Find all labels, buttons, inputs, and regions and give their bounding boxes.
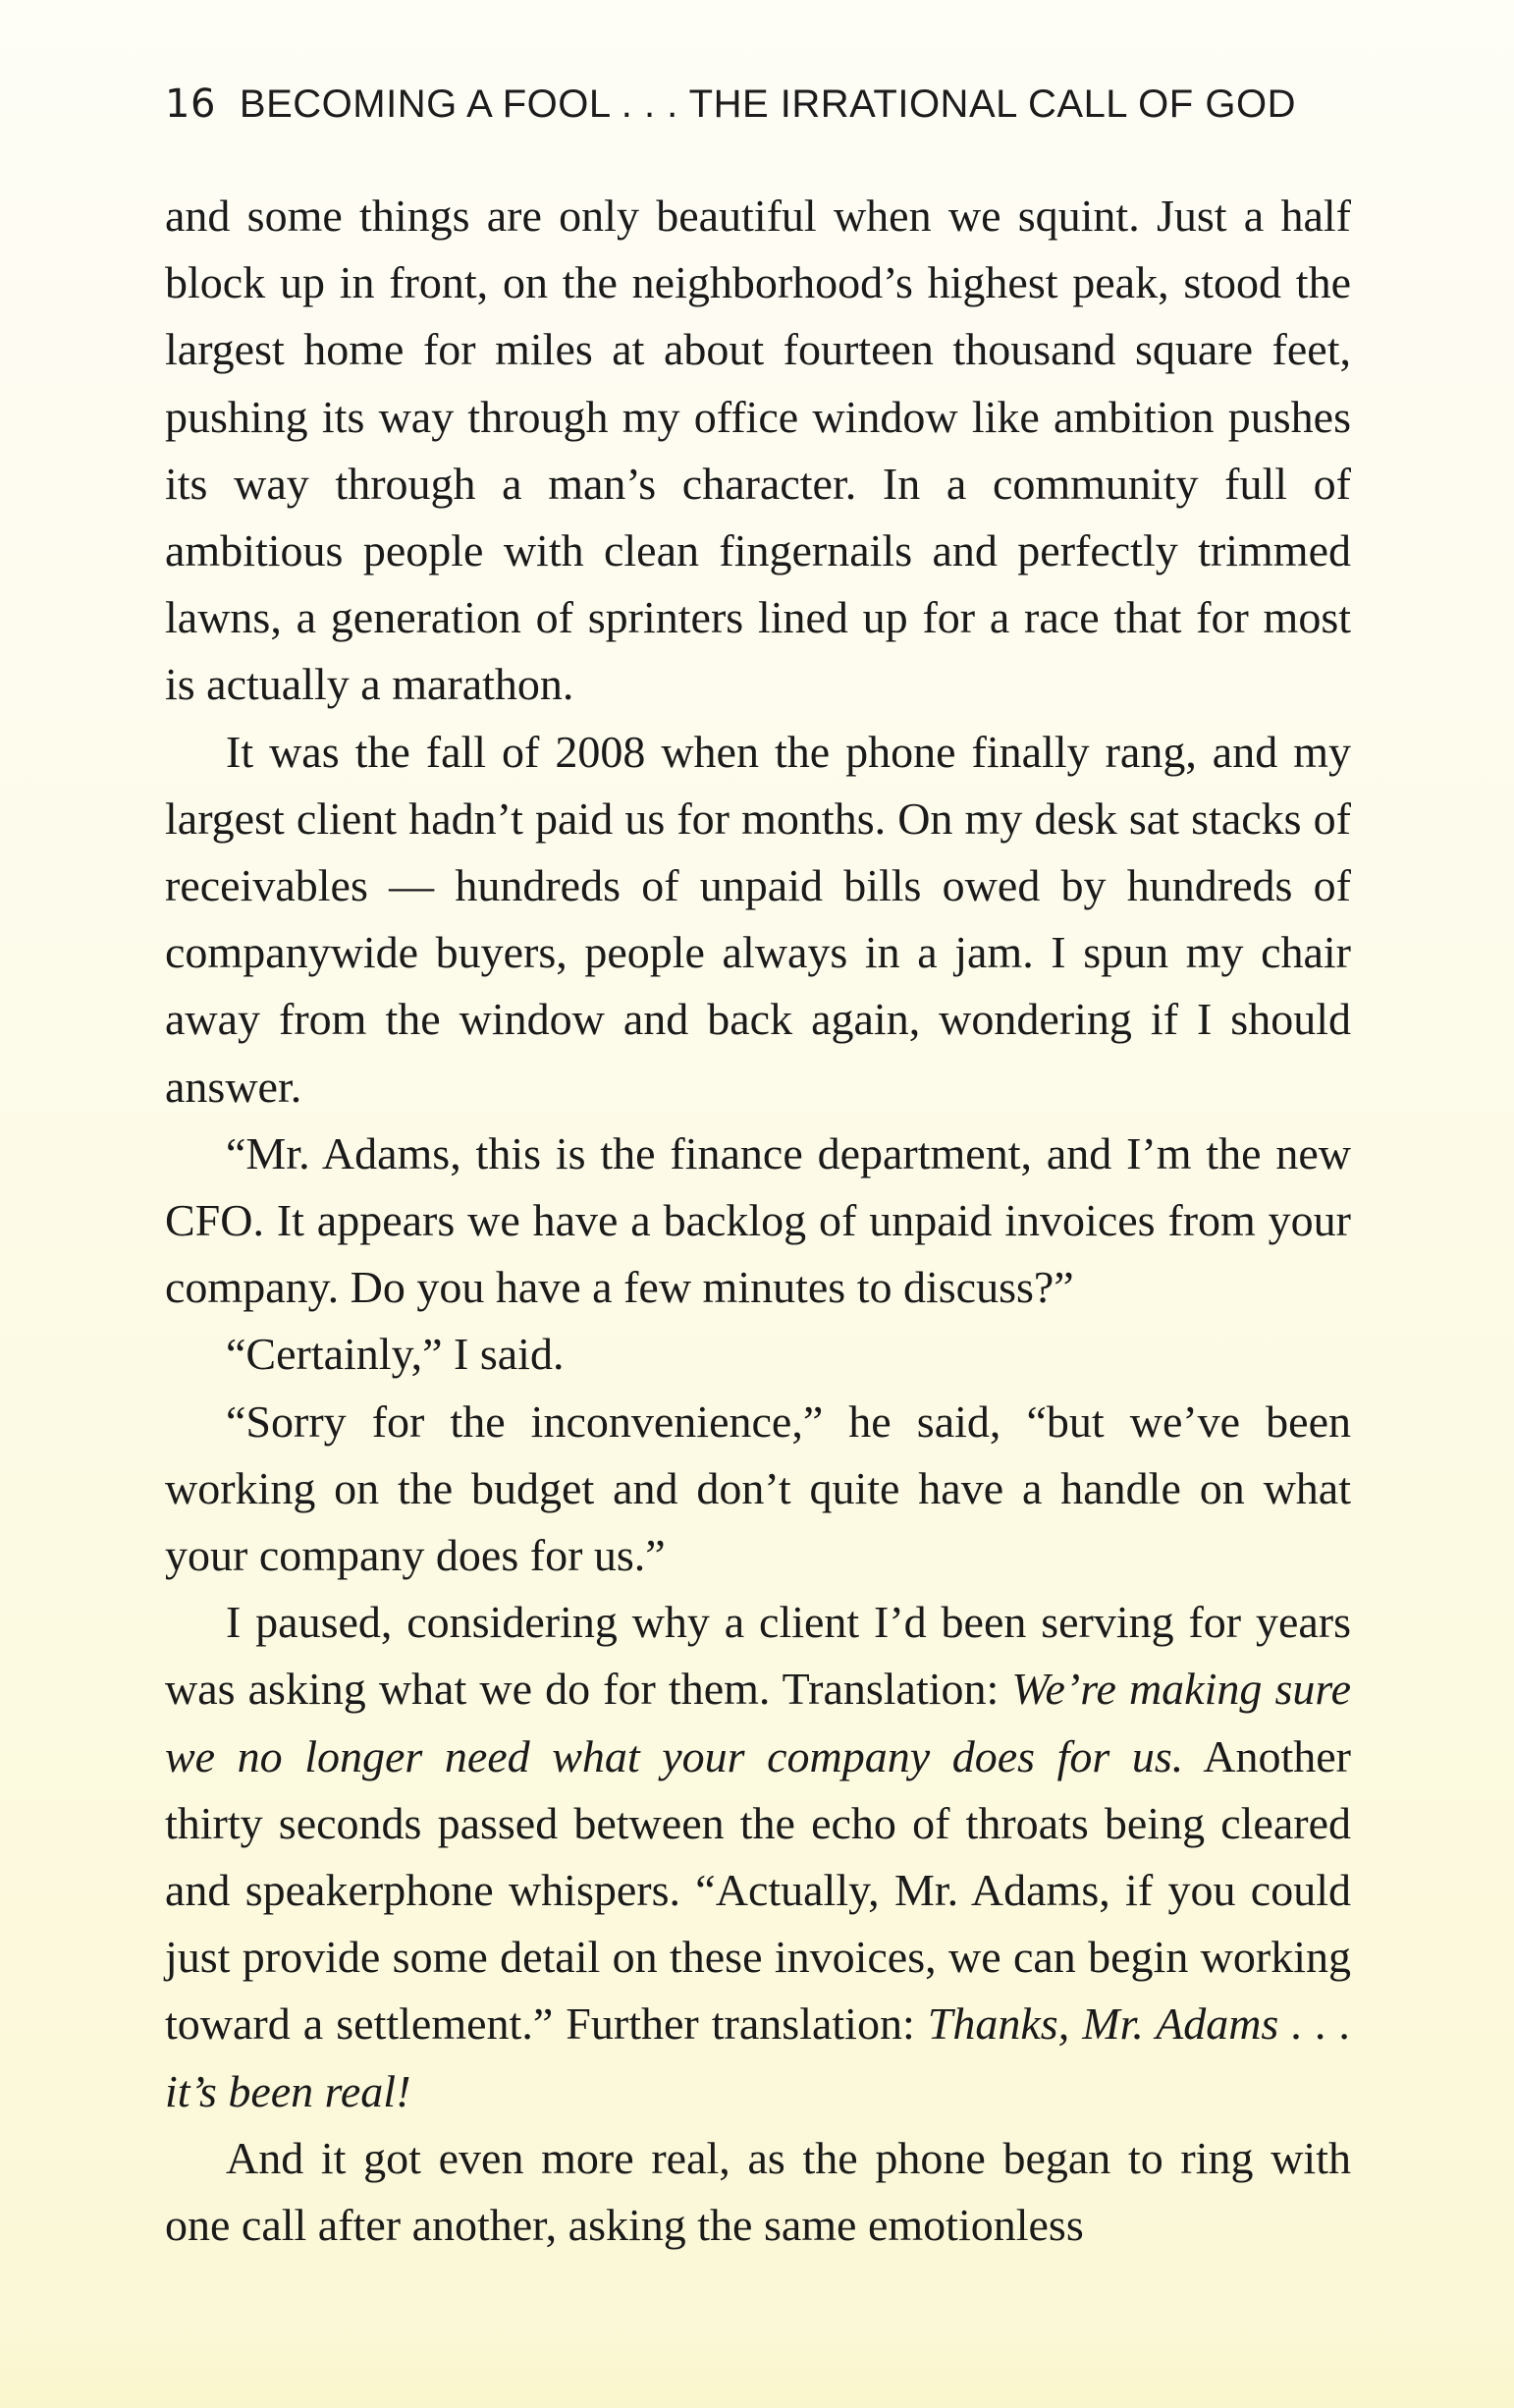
page-number: 16 bbox=[165, 82, 216, 127]
paragraph-6 bbox=[165, 1589, 1351, 2125]
paragraph-4: “Certainly,” I said. bbox=[226, 1329, 565, 1380]
paragraph-6-text-1: I paused, considering why a client I’d been serving for years was asking what we do for them. Translation: bbox=[165, 1597, 1351, 1715]
book-title: BECOMING A FOOL . . . THE IRRATIONAL CALL OF GOD bbox=[239, 82, 1296, 126]
running-header bbox=[165, 77, 1353, 132]
paragraph-1: and some things are only beautiful when we squint. Just a half block up in front, on the neighborhood’s highest peak, stood the largest home for miles at about fourteen thousand square feet, pushing its way through my office window like ambition pushes its way through a man’s character. In a community full of ambitious people with clean fingernails and perfectly trimmed lawns, a generation of sprinters lined up for a race that for most is actually a marathon. bbox=[165, 191, 1351, 710]
page-shading bbox=[0, 2329, 1514, 2408]
paragraph-6-text-2: Another thirty seconds passed between the echo of throats being cleared and speakerphone whispers. “Actually, Mr. Adams, if you could just provide some detail on these invoices, we can begin working toward a settlement.” Further translation: bbox=[165, 1730, 1351, 2050]
paragraph-2: It was the fall of 2008 when the phone finally rang, and my largest client hadn’t paid us for months. On my desk sat stacks of receivables — hundreds of unpaid bills owed by hundreds of companywide buyers, people always in a jam. I spun my chair away from the window and back again, wondering if I should answer. bbox=[165, 726, 1351, 1112]
paragraph-6-italic-1: We’re making sure we no longer need what your company does for us. bbox=[165, 1664, 1351, 1781]
paragraph-7: And it got even more real, as the phone began to ring with one call after another, asking the same emotionless bbox=[165, 2132, 1351, 2251]
paragraph-6-italic-2: Thanks, Mr. Adams . . . it’s been real! bbox=[165, 1998, 1351, 2116]
paragraph-3: “Mr. Adams, this is the finance department, and I’m the new CFO. It appears we have a backlog of unpaid invoices from your company. Do you have a few minutes to discuss?” bbox=[165, 1127, 1351, 1313]
body-text bbox=[165, 183, 1351, 2259]
paragraph-5: “Sorry for the inconvenience,” he said, “but we’ve been working on the budget and don’t quite have a handle on what your company does for us.” bbox=[165, 1396, 1351, 1581]
